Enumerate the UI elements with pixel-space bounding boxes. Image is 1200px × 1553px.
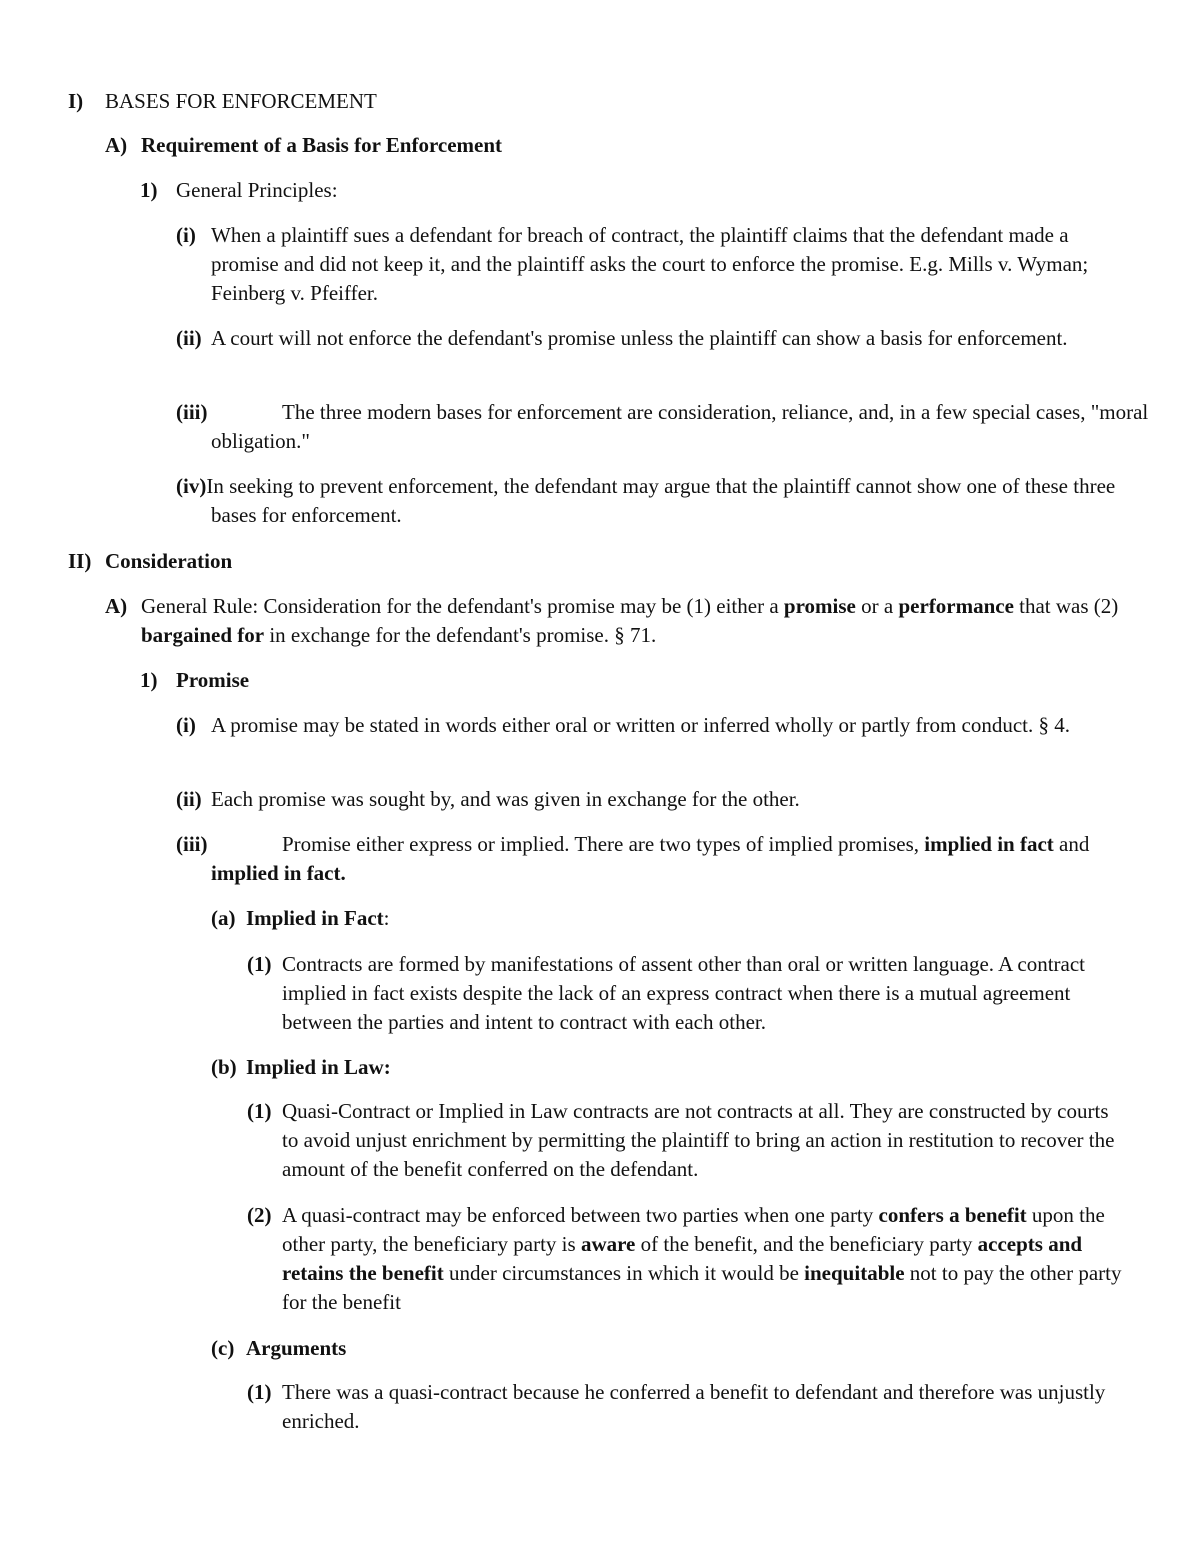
item-number: 1)	[140, 668, 158, 692]
section-title: Consideration	[105, 549, 233, 573]
text-run: in exchange for the defendant's promise. § 71.	[264, 623, 657, 647]
text-run: General Rule: Consideration for the defendant's promise may be (1) either a	[141, 594, 784, 618]
paragraph-implied-in-fact-1	[247, 950, 1127, 1037]
bold-term-bargained-for: bargained for	[141, 623, 265, 647]
section-number: I)	[68, 89, 84, 113]
heading-arguments	[211, 1334, 1126, 1363]
paragraph-promise-iii	[176, 830, 1161, 888]
text-run: upon the other party, the beneficiary party is	[282, 1203, 1105, 1256]
paragraph-label: (1)	[247, 1380, 272, 1404]
text-run: that was (2)	[1013, 594, 1119, 618]
paragraph-principle-i	[176, 221, 1126, 308]
paragraph-label: (iii)	[176, 832, 208, 856]
heading-bases-for-enforcement	[68, 87, 1128, 116]
subitem-title	[246, 904, 1126, 933]
bold-term-inequitable: inequitable	[804, 1261, 905, 1285]
paragraph-text: The three modern bases for enforcement are consideration, reliance, and, in a few special cases, "moral obligation."	[211, 400, 1149, 453]
heading-implied-in-law	[211, 1053, 1126, 1082]
paragraph-text: A promise may be stated in words either oral or written or inferred wholly or partly from conduct. § 4.	[211, 713, 1071, 737]
text-run: Promise either express or implied. There are two types of implied promises,	[282, 832, 925, 856]
subsection-letter: A)	[105, 133, 128, 157]
section-number: II)	[68, 549, 92, 573]
subitem-letter: (c)	[211, 1336, 235, 1360]
section-title: BASES FOR ENFORCEMENT	[105, 89, 377, 113]
heading-promise	[140, 666, 1130, 695]
bold-term-implied-in-fact: implied in fact.	[211, 861, 346, 885]
paragraph-promise-ii	[176, 785, 1126, 814]
paragraph-label: (i)	[176, 713, 196, 737]
bold-term-aware: aware	[580, 1232, 636, 1256]
paragraph-text: A court will not enforce the defendant's promise unless the plaintiff can show a basis for enforcement.	[211, 326, 1068, 350]
paragraph-text: Each promise was sought by, and was given in exchange for the other.	[211, 787, 800, 811]
heading-general-principles	[140, 176, 1130, 205]
heading-consideration	[68, 547, 1128, 576]
text-run: of the benefit, and the beneficiary party	[635, 1232, 978, 1256]
heading-implied-in-fact	[211, 904, 1126, 933]
bold-term-accepts-retains: accepts and retains the benefit	[282, 1232, 1083, 1285]
bold-term-promise: promise	[783, 594, 856, 618]
title-suffix: :	[383, 906, 390, 930]
item-number: 1)	[140, 178, 158, 202]
paragraph-text: There was a quasi-contract because he conferred a benefit to defendant and therefore was unjustly enriched.	[282, 1380, 1106, 1433]
paragraph-general-rule	[105, 592, 1130, 650]
bold-term-confers-benefit: confers a benefit	[878, 1203, 1027, 1227]
text-run: not to pay the other party for the benefit	[282, 1261, 1122, 1314]
subitem-letter: (a)	[211, 906, 236, 930]
text-run: under circumstances in which it would be	[443, 1261, 805, 1285]
paragraph-label: (2)	[247, 1203, 272, 1227]
heading-requirement-of-basis	[105, 131, 1125, 160]
subsection-letter: A)	[105, 594, 128, 618]
paragraph-label: (i)	[176, 223, 196, 247]
item-title: General Principles:	[176, 178, 338, 202]
item-title: Promise	[176, 668, 250, 692]
text-run: and	[1053, 832, 1090, 856]
paragraph-label: (ii)	[176, 326, 202, 350]
paragraph-text: In seeking to prevent enforcement, the defendant may argue that the plaintiff cannot show one of these three bases for enforcement.	[206, 474, 1116, 527]
subitem-letter: (b)	[211, 1055, 237, 1079]
paragraph-principle-ii	[176, 324, 1126, 353]
paragraph-label: (1)	[247, 1099, 272, 1123]
paragraph-text: Quasi-Contract or Implied in Law contracts are not contracts at all. They are constructed by courts to avoid unjust enrichment by permitting the plaintiff to bring an action in restitution to recover the amount of the benefit conferred on the defendant.	[282, 1099, 1115, 1181]
paragraph-text	[141, 592, 1130, 650]
paragraph-text: Contracts are formed by manifestations of assent other than oral or written language. A contract implied in fact exists despite the lack of an express contract when there is a mutual agreement between the parties and intent to contract with each other.	[282, 952, 1085, 1034]
paragraph-principle-iii	[176, 398, 1161, 456]
paragraph-promise-i	[176, 711, 1126, 740]
paragraph-implied-in-law-2	[247, 1201, 1127, 1317]
subsection-title: Requirement of a Basis for Enforcement	[141, 133, 503, 157]
paragraph-implied-in-law-1	[247, 1097, 1127, 1184]
paragraph-label: (iv)	[176, 474, 207, 498]
title-run: Implied in Fact	[246, 906, 384, 930]
paragraph-text	[282, 1201, 1127, 1317]
paragraph-principle-iv	[176, 472, 1161, 530]
paragraph-text: When a plaintiff sues a defendant for breach of contract, the plaintiff claims that the defendant made a promise and did not keep it, and the plaintiff asks the court to enforce the promise. E.g. Mills v. Wyman; Feinberg v. Pfeiffer.	[211, 223, 1089, 305]
paragraph-label: (ii)	[176, 787, 202, 811]
subitem-title: Arguments	[246, 1336, 347, 1360]
paragraph-label: (1)	[247, 952, 272, 976]
text-run: or a	[855, 594, 899, 618]
bold-term-performance: performance	[898, 594, 1014, 618]
paragraph-label: (iii)	[176, 400, 208, 424]
bold-term-implied-in-fact: implied in fact	[924, 832, 1054, 856]
paragraph-arguments-1	[247, 1378, 1127, 1436]
text-run: A quasi-contract may be enforced between two parties when one party	[282, 1203, 879, 1227]
subitem-title: Implied in Law:	[246, 1055, 391, 1079]
